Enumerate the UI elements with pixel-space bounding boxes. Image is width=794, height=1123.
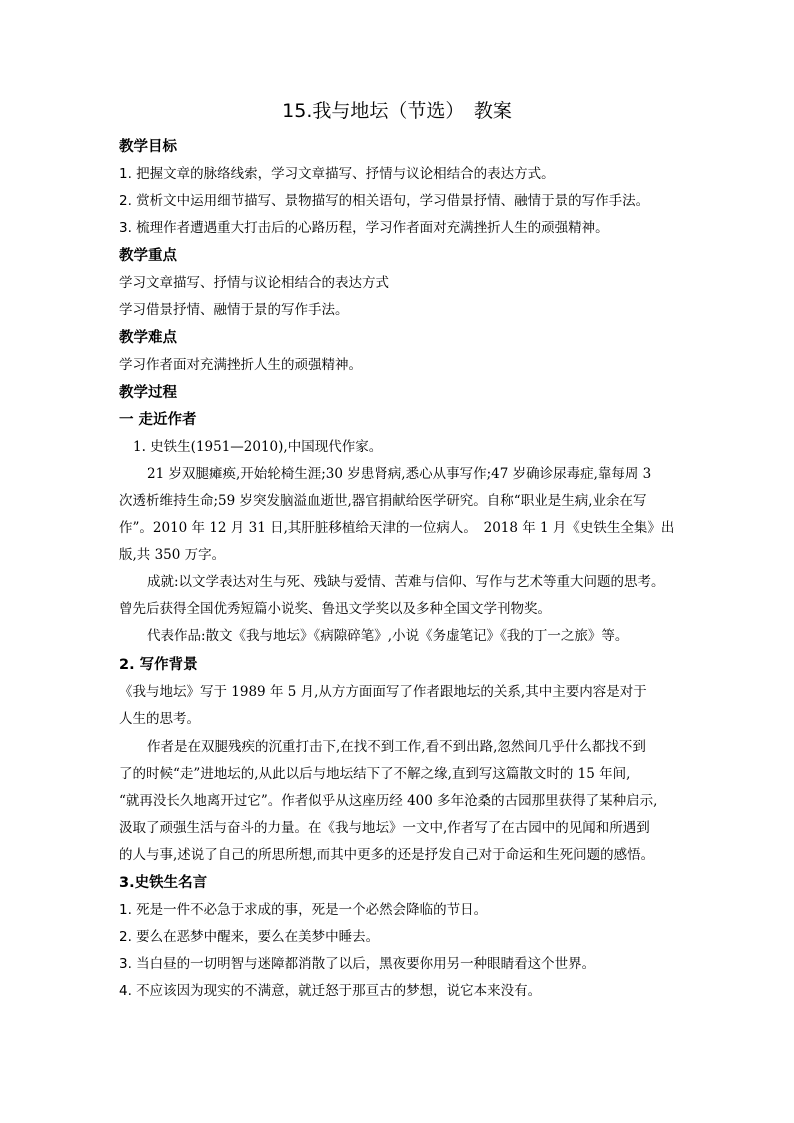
author-achievement-line: 成就:以文学表达对生与死、残缺与爱情、苦难与信仰、写作与艺术等重大问题的思考。: [147, 574, 665, 590]
author-achievement-line: 曾先后获得全国优秀短篇小说奖、鲁迅文学奖以及多种全国文学刊物奖。: [119, 601, 551, 617]
background-line: 了的时候“走”进地坛的,从此以后与地坛结下了不解之缘,直到写这篇散文时的 15 年间,: [119, 766, 631, 782]
background-line: 人生的思考。: [119, 711, 200, 727]
section-heading-process: 教学过程: [119, 385, 177, 401]
key-point-item: 学习借景抒情、融情于景的写作手法。: [119, 302, 349, 318]
background-line: 《我与地坛》写于 1989 年 5 月,从方方面面写了作者跟地坛的关系,其中主要内容是对于: [119, 684, 647, 700]
background-line: 汲取了顽强生活与奋斗的力量。在《我与地坛》一文中,作者写了在古园中的见闻和所遇到: [119, 820, 650, 836]
document-title: 15.我与地坛（节选） 教案: [282, 100, 512, 122]
quote-item: 3. 当白昼的一切明智与迷障都消散了以后，黑夜要你用另一种眼睛看这个世界。: [119, 956, 596, 972]
author-works-line: 代表作品:散文《我与地坛》《病隙碎笔》,小说《务虚笔记》《我的丁一之旅》等。: [147, 628, 629, 644]
author-bio-line: 次透析维持生命;59 岁突发脑溢血逝世,器官捐献给医学研究。自称“职业是生病,业余在写: [119, 493, 647, 509]
author-bio-line: 作”。2010 年 12 月 31 日,其肝脏移植给天津的一位病人。 2018 年 1 月《史铁生全集》出: [119, 520, 675, 536]
subsection-heading-author: 一 走近作者: [119, 412, 197, 428]
author-intro: 1. 史铁生(1951—2010),中国现代作家。: [133, 439, 383, 455]
goal-item: 1. 把握文章的脉络线索，学习文章描写、抒情与议论相结合的表达方式。: [119, 166, 555, 182]
author-bio-line: 21 岁双腿瘫痪,开始轮椅生涯;30 岁患肾病,悉心从事写作;47 岁确诊尿毒症,靠每周 3: [147, 466, 652, 482]
subsection-heading-background: 2. 写作背景: [119, 657, 198, 673]
goal-item: 2. 赏析文中运用细节描写、景物描写的相关语句，学习借景抒情、融情于景的写作手法。: [119, 193, 650, 209]
section-heading-goals: 教学目标: [119, 139, 177, 155]
background-line: 的人与事,述说了自己的所思所想,而其中更多的还是抒发自己对于命运和生死问题的感悟。: [119, 847, 655, 863]
key-point-item: 学习文章描写、抒情与议论相结合的表达方式: [119, 275, 389, 291]
quote-item: 4. 不应该因为现实的不满意，就迁怒于那亘古的梦想，说它本来没有。: [119, 983, 542, 999]
quote-item: 1. 死是一件不必急于求成的事，死是一个必然会降临的节日。: [119, 902, 488, 918]
background-line: 作者是在双腿残疾的沉重打击下,在找不到工作,看不到出路,忽然间几乎什么都找不到: [147, 739, 646, 755]
section-heading-key-points: 教学重点: [119, 248, 177, 264]
background-line: “就再没长久地离开过它”。作者似乎从这座历经 400 多年沧桑的古园那里获得了某种启示,: [119, 793, 658, 809]
section-heading-difficulties: 教学难点: [119, 330, 177, 346]
quote-item: 2. 要么在恶梦中醒来，要么在美梦中睡去。: [119, 929, 380, 945]
subsection-heading-quotes: 3.史铁生名言: [119, 875, 208, 891]
goal-item: 3. 梳理作者遭遇重大打击后的心路历程，学习作者面对充满挫折人生的顽强精神。: [119, 220, 609, 236]
difficulty-item: 学习作者面对充满挫折人生的顽强精神。: [119, 357, 362, 373]
author-bio-line: 版,共 350 万字。: [119, 547, 226, 563]
